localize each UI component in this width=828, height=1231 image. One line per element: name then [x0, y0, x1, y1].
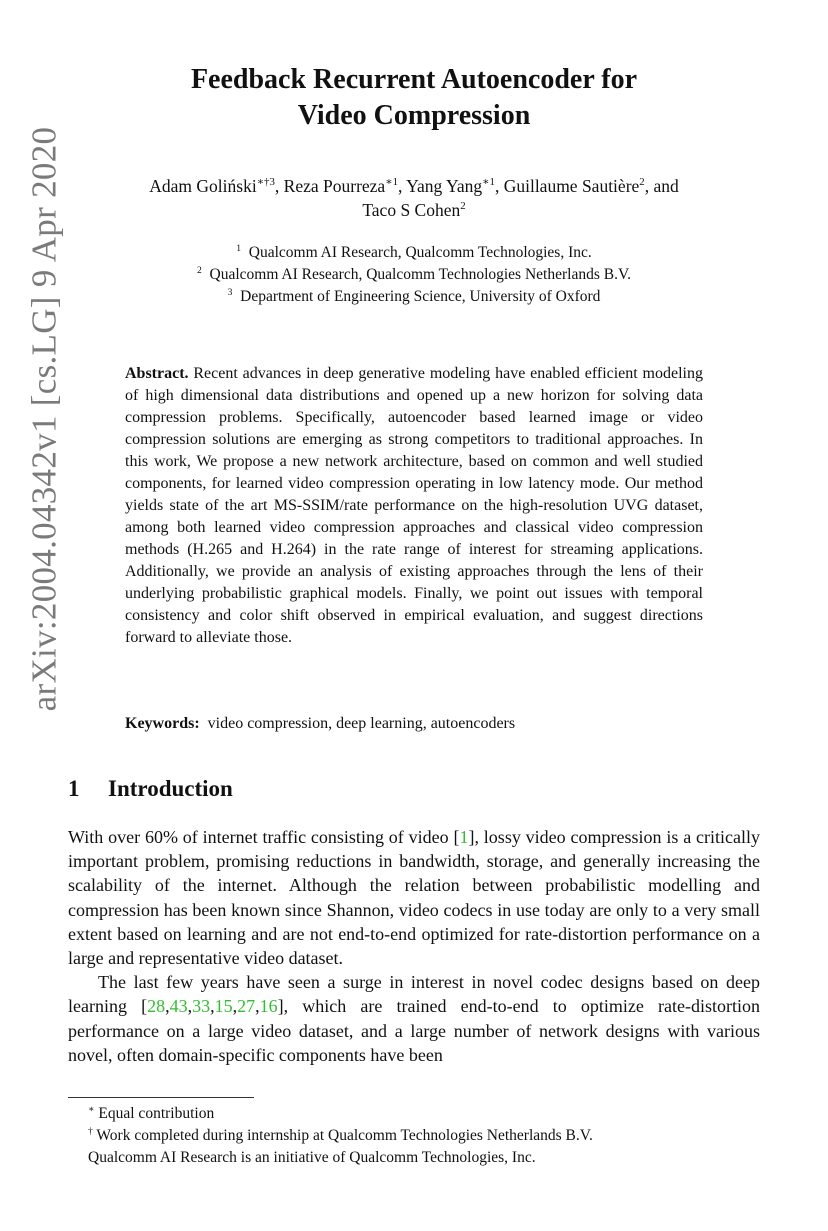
keywords-label: Keywords:	[125, 715, 200, 732]
footnote-item	[88, 1125, 768, 1147]
paragraph-text: With over 60% of internet traffic consisting of video [	[68, 827, 460, 847]
paragraph-text: The last few years have seen a surge in interest in novel codec designs based on deep learning [	[68, 972, 760, 1017]
keywords-text: video compression, deep learning, autoencoders	[207, 715, 516, 732]
affiliation-text: Department of Engineering Science, University of Oxford	[240, 288, 601, 305]
paragraph-text: ], which are trained end-to-end to optimize rate-distortion performance on a large video dataset, and a large number of network designs with various novel, often domain-specific components have been	[68, 996, 761, 1065]
section-title: Introduction	[108, 776, 233, 801]
affiliation-text: Qualcomm AI Research, Qualcomm Technologies, Inc.	[248, 244, 592, 261]
author-name: Taco S Cohen	[362, 200, 461, 220]
paragraph	[68, 825, 760, 970]
author-separator: , and	[644, 176, 679, 196]
footnote-text: Qualcomm AI Research is an initiative of Qualcomm Technologies, Inc.	[88, 1149, 536, 1166]
affiliation-number: 1	[236, 242, 242, 254]
citation-link[interactable]: 16	[259, 996, 278, 1017]
affiliation-item	[80, 264, 748, 286]
author-separator: ,	[398, 176, 407, 196]
footnotes	[88, 1103, 768, 1169]
abstract-text: Recent advances in deep generative modeling have enabled efficient modeling of high dimensional data distributions and opened up a new horizon for solving data compression problems. Specifically, autoencoder based learned image or video compression solutions are emerging as strong competitors to traditional approaches. In this work, We propose a new network architecture, based on common and well studied components, for learned video compression operating in low latency mode. Our method yields state of the art MS-SSIM/rate performance on the high-resolution UVG dataset, among both learned video compression approaches and classical video compression methods (H.265 and H.264) in the rate range of interest for streaming applications. Additionally, we provide an analysis of existing approaches through the lens of their underlying probabilistic graphical models. Finally, we point out issues with temporal consistency and color shift observed in empirical evaluation, and suggest directions forward to alleviate those.	[125, 365, 703, 646]
affiliation-item	[80, 286, 748, 308]
footnote-item	[88, 1103, 768, 1125]
citation-link[interactable]: 1	[459, 827, 469, 847]
section-heading	[68, 774, 233, 804]
keywords	[125, 713, 703, 735]
affiliation-number: 2	[196, 264, 202, 276]
author-separator: ,	[494, 176, 504, 196]
abstract-label: Abstract.	[125, 365, 189, 382]
footnote-item	[88, 1147, 768, 1169]
affiliation-list	[80, 242, 748, 308]
author-name: Reza Pourreza	[283, 176, 386, 196]
introduction-body	[68, 825, 760, 1067]
footnote-text: Equal contribution	[98, 1105, 215, 1122]
citation-link[interactable]: 33	[192, 996, 211, 1017]
footnote-text: Work completed during internship at Qualcomm Technologies Netherlands B.V.	[96, 1127, 593, 1144]
citation-link[interactable]: 28	[147, 996, 166, 1017]
affiliation-item	[80, 242, 748, 264]
affiliation-number: 3	[227, 286, 233, 298]
paper-title	[100, 62, 728, 134]
citation-link[interactable]: 27	[237, 996, 256, 1017]
author-marks: 2	[639, 176, 645, 189]
footnote-divider	[68, 1097, 254, 1098]
author-marks: ∗1	[482, 176, 495, 189]
author-separator: ,	[274, 176, 284, 196]
footnote-mark: †	[88, 1125, 93, 1137]
citation-link[interactable]: 15	[214, 996, 233, 1017]
section-number: 1	[68, 776, 80, 801]
footnote-mark: ∗	[88, 1103, 95, 1115]
arxiv-identifier-text: arXiv:2004.04342v1 [cs.LG] 9 Apr 2020	[24, 126, 64, 712]
author-list	[60, 174, 768, 222]
paper-title-line-2: Video Compression	[297, 100, 531, 131]
author-name: Guillaume Sautière	[503, 176, 640, 196]
paper-title-line-1: Feedback Recurrent Autoencoder for	[190, 64, 638, 95]
author-name: Adam Goliński	[149, 176, 257, 196]
paragraph: The last few years have seen a surge in interest in novel codec designs based on deep learning [28,43,33,15,27,16], which are trained end-to-end to optimize rate-distortion performance on a large video dataset, and a large number of network designs with various novel, often domain-specific components have been	[68, 972, 761, 1065]
author-name: Yang Yang	[406, 176, 483, 196]
author-marks: ∗1	[385, 176, 398, 189]
abstract	[125, 363, 703, 649]
author-marks: 2	[460, 200, 466, 213]
paragraph-text: ], lossy video compression is a critically important problem, promising reductions in bandwidth, storage, and generally increasing the scalability of the internet. Although the relation between probabilistic modelling and compression has been known since Shannon, video codecs in use today are only to a very small extent based on learning and are not end-to-end optimized for rate-distortion performance on a large and representative video dataset.	[68, 827, 760, 969]
author-marks: ∗†3	[256, 176, 275, 189]
citation-link[interactable]: 43	[169, 996, 188, 1017]
affiliation-text: Qualcomm AI Research, Qualcomm Technologies Netherlands B.V.	[209, 266, 632, 283]
